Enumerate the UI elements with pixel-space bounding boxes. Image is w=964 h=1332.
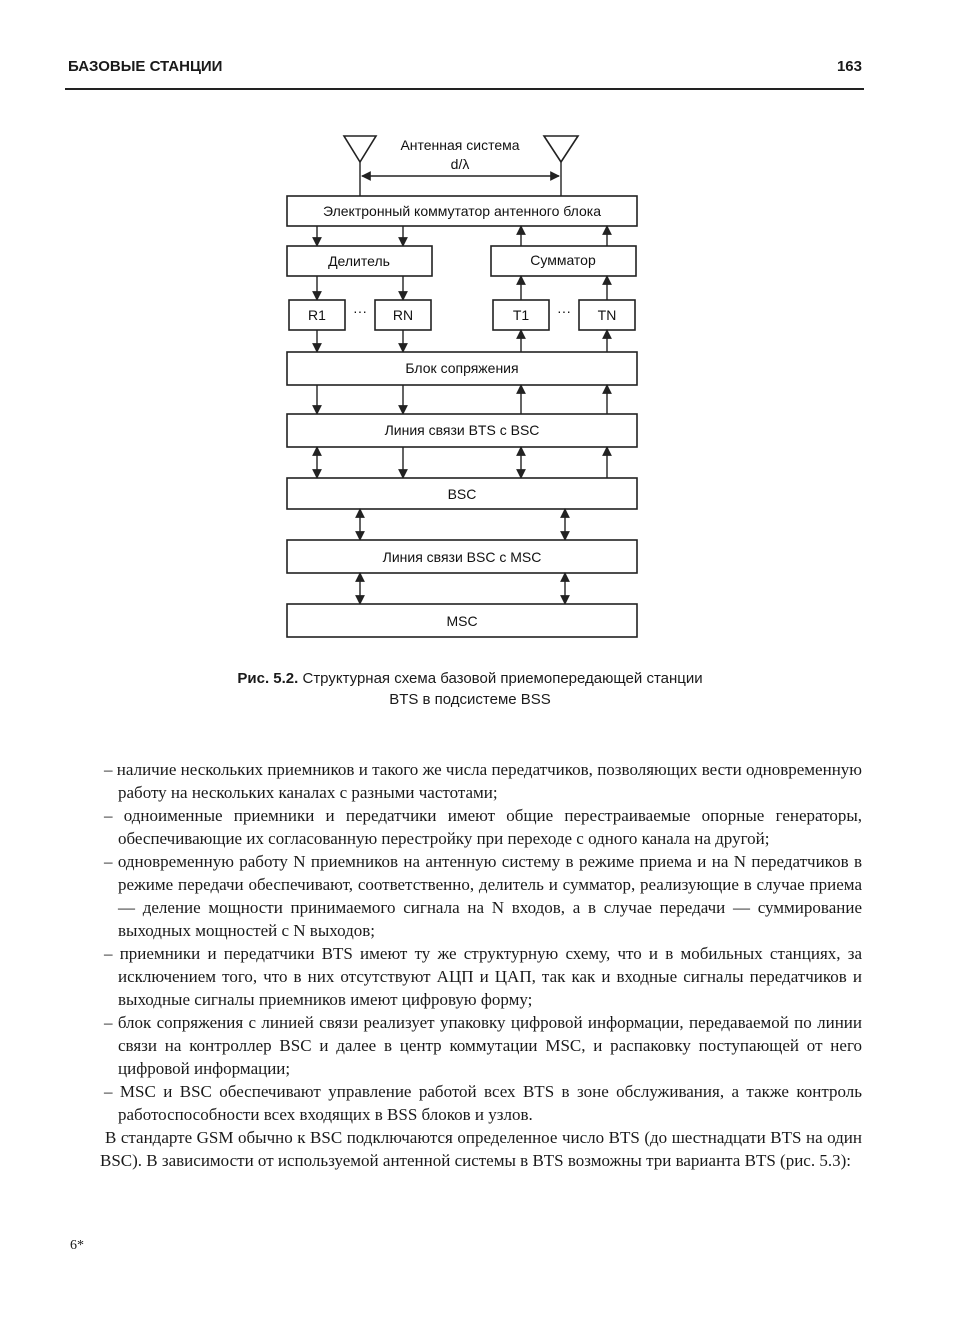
body-text xyxy=(100,758,862,1172)
bullet-item: – одновременную работу N приемников на антенную систему в режиме приема и на N передатчиков в режиме передачи обеспечивают, соответственно, делитель и сумматор, реализующие в случае приема — деление мощности принимаемого сигнала на N входов, а в случае передачи — суммирование выходных мощностей с N выходов; xyxy=(104,852,862,940)
interface-label: Блок сопряжения xyxy=(405,360,519,376)
antenna-switch-label: Электронный коммутатор антенного блока xyxy=(323,203,601,219)
signature-mark: 6* xyxy=(70,1238,84,1253)
receiver-ellipsis: ··· xyxy=(353,303,367,319)
figure-caption xyxy=(150,668,790,710)
page-number: 163 xyxy=(836,58,862,75)
transmitter-t1-label: T1 xyxy=(512,307,530,323)
figure-caption-line2: BTS в подсистеме BSS xyxy=(389,691,551,708)
bsc-msc-link-label: Линия связи BSC с MSC xyxy=(382,549,542,565)
bullet-item: – приемники и передатчики BTS имеют ту же структурную схему, что и в мобильных станциях, за исключением того, что в них отсутствуют АЦП и ЦАП, так как и входные сигналы передатчиков и выходные сигналы приемников имеют цифровую форму; xyxy=(104,944,862,1009)
splitter-label: Делитель xyxy=(328,253,390,269)
combiner-label: Сумматор xyxy=(530,252,596,268)
figure-caption-number: Рис. 5.2. xyxy=(237,670,299,687)
msc-label: MSC xyxy=(446,613,478,629)
antenna-system-label: Антенная система xyxy=(400,137,520,153)
transmitter-tn-label: TN xyxy=(597,307,617,323)
bullet-item: – блок сопряжения с линией связи реализует упаковку цифровой информации, передаваемой по линии связи на контроллер BSC и далее в центр коммутации MSC, и распаковку поступающей от него цифровой информации; xyxy=(104,1013,862,1078)
antenna-left-icon xyxy=(344,136,376,196)
figure-caption-line1: Структурная схема базовой приемопередающей станции xyxy=(298,670,703,687)
bullet-item: – MSC и BSC обеспечивают управление работой всех BTS в зоне обслуживания, а также контроль работоспособности всех входящих в BSS блоков и узлов. xyxy=(104,1082,862,1124)
receiver-rn-label: RN xyxy=(392,307,414,323)
bts-block-diagram xyxy=(0,0,964,660)
receiver-r1-label: R1 xyxy=(308,307,326,323)
bullet-item: – наличие нескольких приемников и такого же числа передатчиков, позволяющих вести одновременную работу на нескольких каналах с разными частотами; xyxy=(104,760,862,802)
antenna-right-icon xyxy=(544,136,578,196)
running-header-title: БАЗОВЫЕ СТАНЦИИ xyxy=(68,58,223,75)
bullet-item: – одноименные приемники и передатчики имеют общие перестраиваемые опорные генераторы, обеспечивающие их согласованную перестройку при переходе с одного канала на другой; xyxy=(104,806,862,848)
bts-bsc-link-label: Линия связи BTS с BSC xyxy=(384,422,540,438)
body-paragraph: В стандарте GSM обычно к BSC подключаются определенное число BTS (до шестнадцати BTS на один BSC). В зависимости от используемой антенной системы в BTS возможны три варианта BTS (рис. 5.3): xyxy=(100,1128,862,1170)
antenna-spacing-label: d/λ xyxy=(450,156,470,172)
transmitter-ellipsis: ··· xyxy=(557,303,571,319)
bsc-label: BSC xyxy=(447,486,477,502)
